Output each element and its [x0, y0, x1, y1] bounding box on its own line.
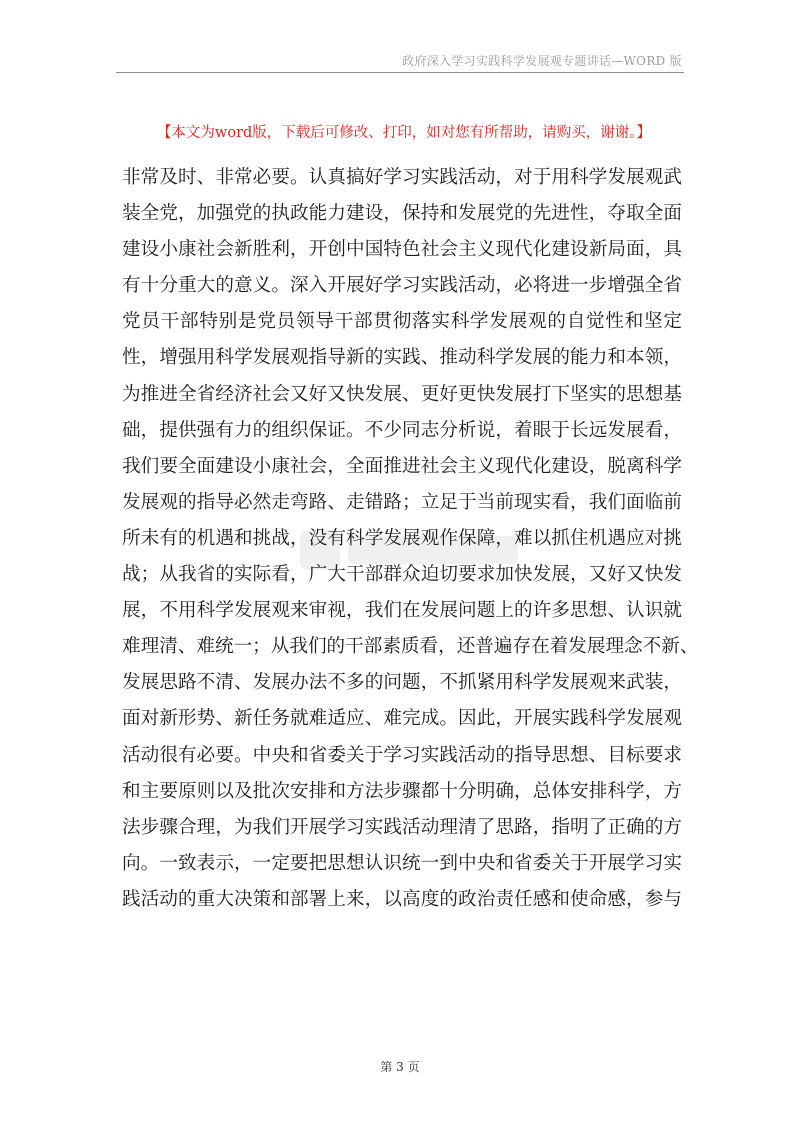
body-paragraph: [122, 160, 699, 918]
body-line: 法步骤合理，为我们开展学习实践活动理清了思路，指明了正确的方: [122, 816, 682, 838]
body-line: 础，提供强有力的组织保证。不少同志分析说，着眼于长远发展看，: [122, 419, 682, 441]
body-line: 性，增强用科学发展观指导新的实践、推动科学发展的能力和本领，: [122, 347, 682, 369]
body-line: 建设小康社会新胜利，开创中国特色社会主义现代化建设新局面，具: [122, 239, 682, 261]
body-line: 有十分重大的意义。深入开展好学习实践活动，必将进一步增强全省: [122, 275, 682, 297]
body-line: 展，不用科学发展观来审视，我们在发展问题上的许多思想、认识就: [122, 600, 682, 622]
running-header: 政府深入学习实践科学发展观专题讲话—WORD 版: [402, 54, 682, 68]
body-line: 难理清、难统一；从我们的干部素质看，还普遍存在着发展理念不新、: [122, 636, 699, 658]
body-line: 面对新形势、新任务就难适应、难完成。因此，开展实践科学发展观: [122, 708, 682, 730]
body-line: 为推进全省经济社会又好又快发展、更好更快发展打下坚实的思想基: [122, 383, 682, 405]
body-line: 向。一致表示，一定要把思想认识统一到中央和省委关于开展学习实: [122, 852, 682, 874]
body-line: 发展观的指导必然走弯路、走错路；立足于当前现实看，我们面临前: [122, 491, 682, 513]
header-rule: [116, 72, 684, 73]
body-line: 和主要原则以及批次安排和方法步骤都十分明确，总体安排科学，方: [122, 780, 682, 802]
body-line: 发展思路不清、发展办法不多的问题，不抓紧用科学发展观来武装，: [122, 672, 682, 694]
body-line: 装全党，加强党的执政能力建设，保持和发展党的先进性，夺取全面: [122, 203, 682, 225]
body-line: 我们要全面建设小康社会，全面推进社会主义现代化建设，脱离科学: [122, 455, 682, 477]
body-line: 活动很有必要。中央和省委关于学习实践活动的指导思想、目标要求: [122, 744, 682, 766]
body-line: 所未有的机遇和挑战，没有科学发展观作保障，难以抓住机遇应对挑: [122, 527, 682, 549]
body-line: 非常及时、非常必要。认真搞好学习实践活动，对于用科学发展观武: [122, 167, 682, 188]
body-line: 践活动的重大决策和部署上来，以高度的政治责任感和使命感，参与: [122, 888, 682, 910]
body-line: 战；从我省的实际看，广大干部群众迫切要求加快发展，又好又快发: [122, 564, 682, 586]
page-number: 第 3 页: [380, 1060, 420, 1074]
purchase-notice: 【本文为word版，下载后可修改、打印，如对您有所帮助，请购买，谢谢。】: [156, 125, 652, 141]
body-line: 党员干部特别是党员领导干部贯彻落实科学发展观的自觉性和坚定: [122, 311, 682, 333]
